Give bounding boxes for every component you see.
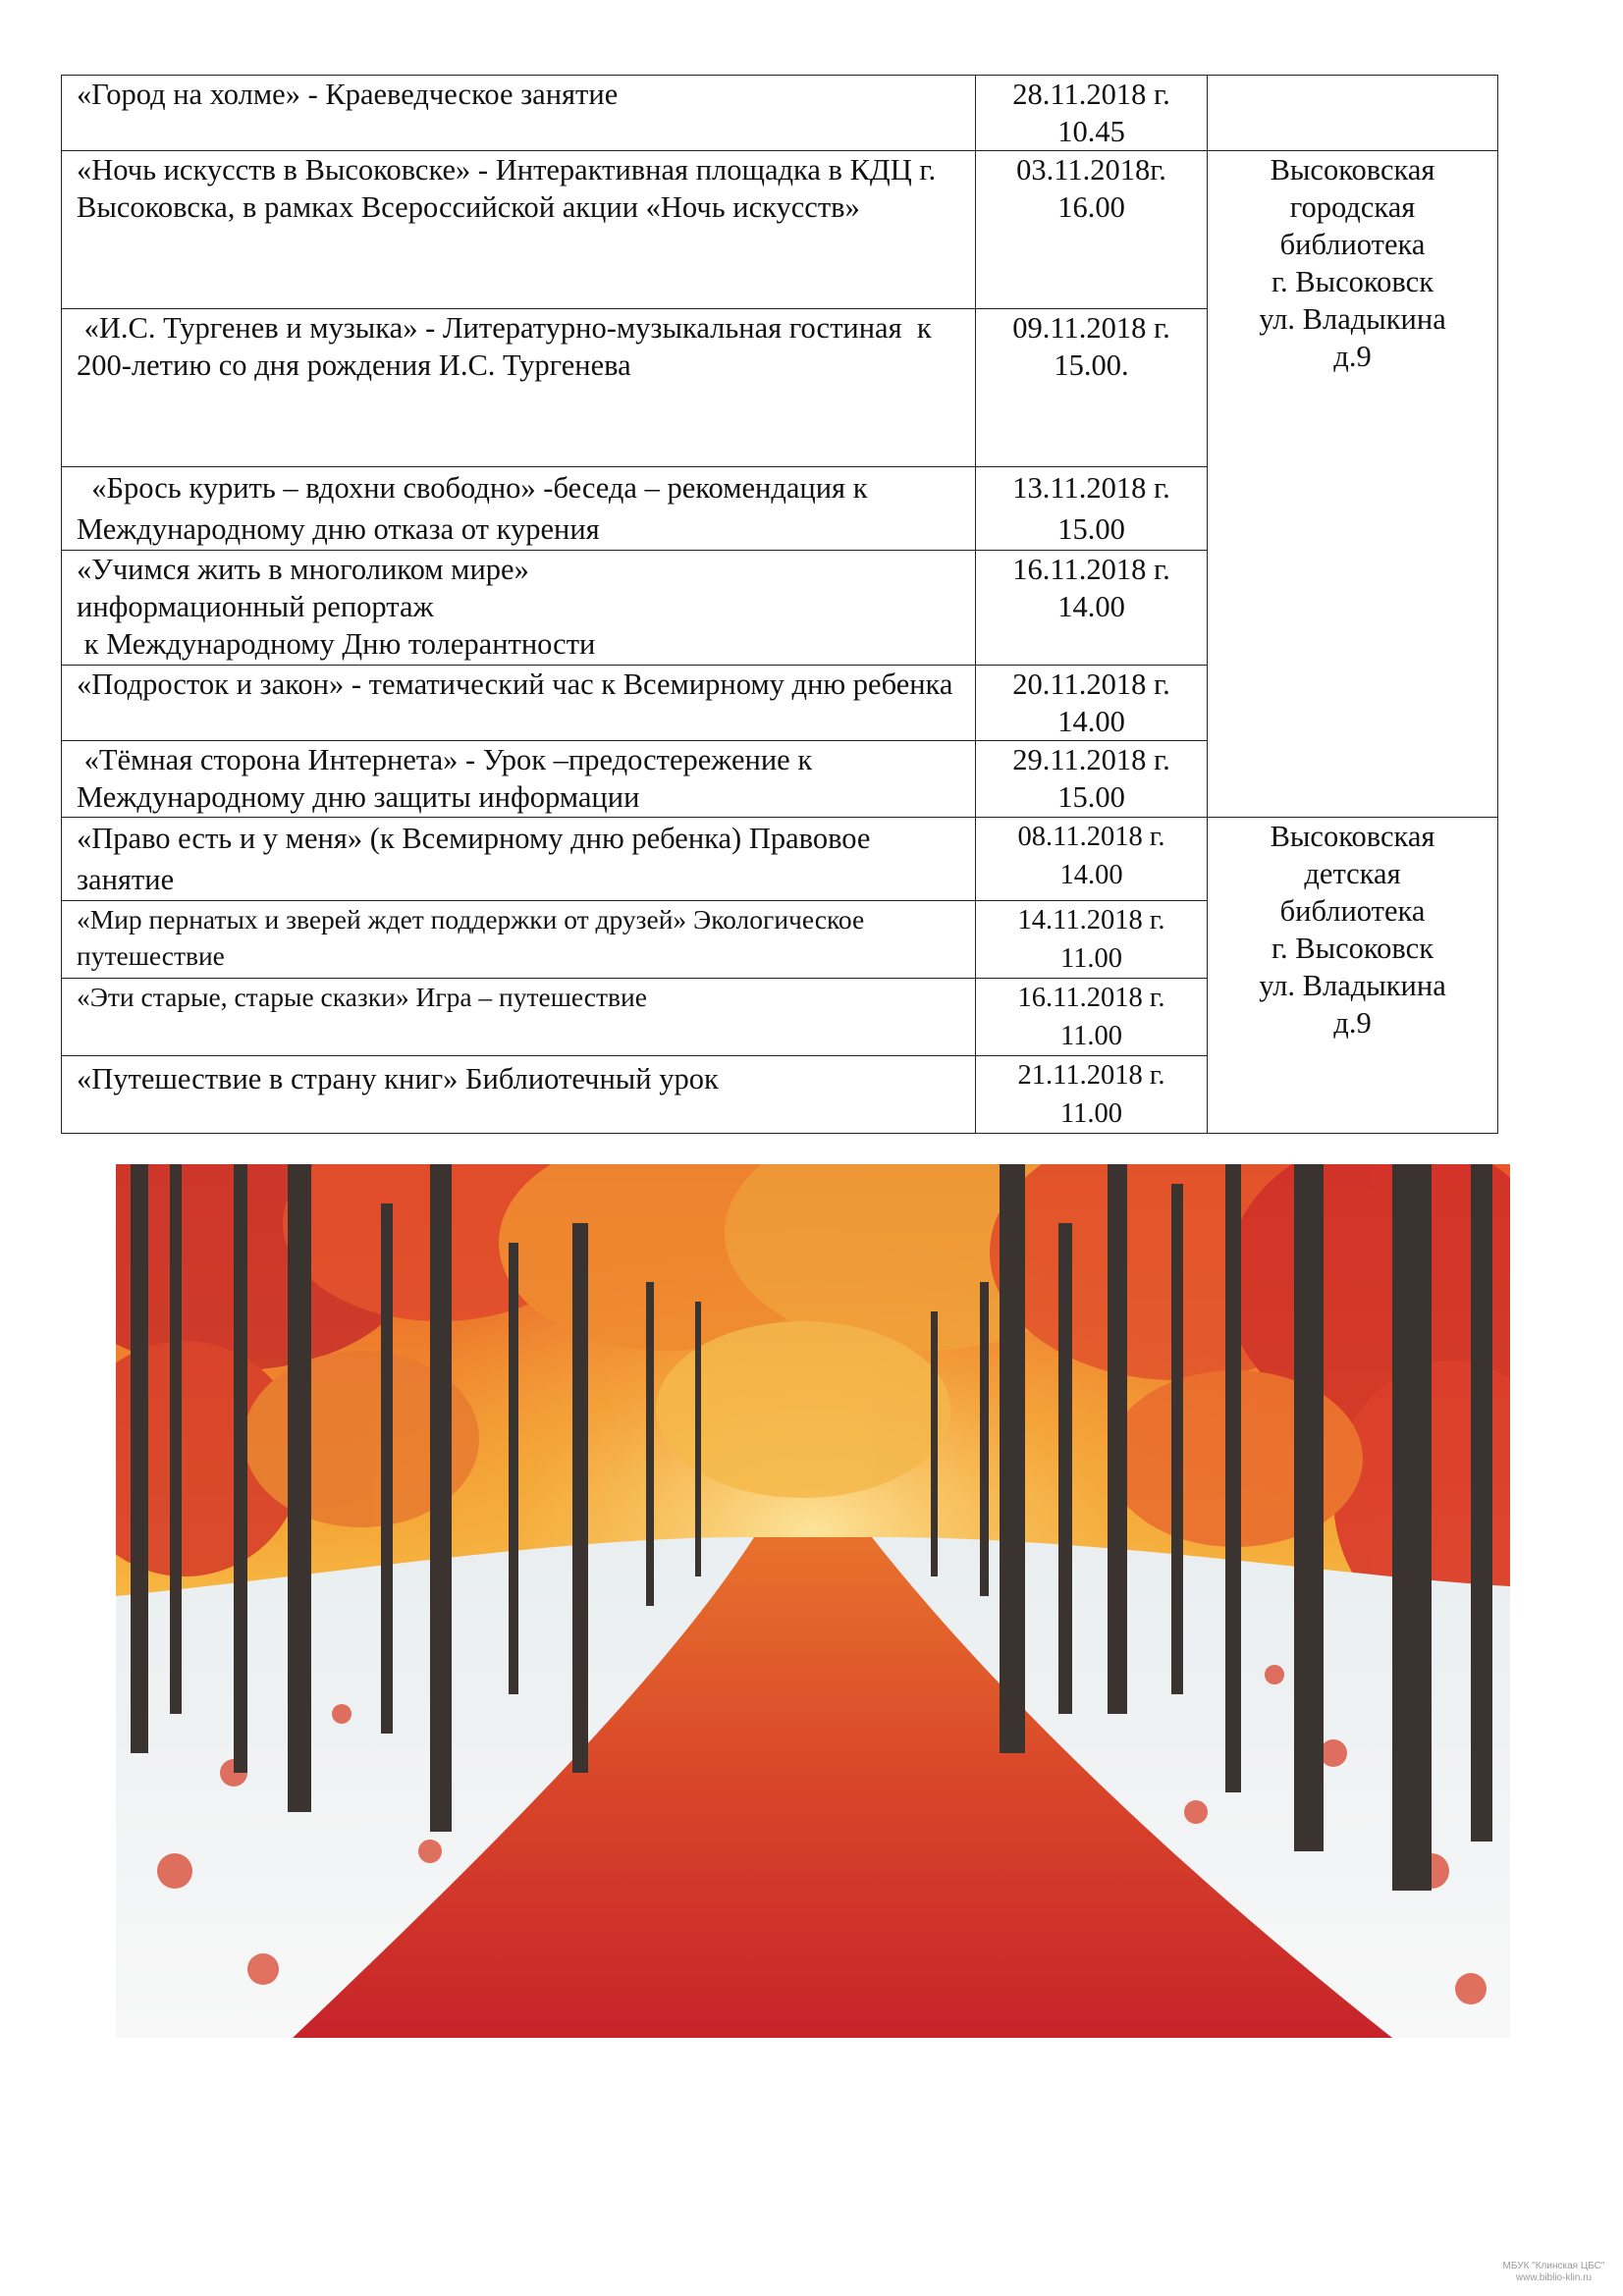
event-time: 14.00 bbox=[1057, 705, 1125, 738]
event-time: 10.45 bbox=[1057, 115, 1125, 148]
venue-children-library bbox=[1208, 818, 1498, 1134]
event-title: «Мир пернатых и зверей ждет поддержки от друзей» Экологическое путешествие bbox=[62, 901, 976, 979]
table-row bbox=[62, 76, 1498, 151]
event-datetime bbox=[976, 467, 1208, 551]
venue-line: детская bbox=[1304, 857, 1401, 890]
venue-line: Высоковская bbox=[1270, 153, 1435, 187]
event-date: 14.11.2018 г. bbox=[1017, 905, 1165, 935]
events-table bbox=[61, 75, 1498, 1134]
event-title-line: информационный репортаж bbox=[77, 590, 434, 623]
event-title: «Подросток и закон» - тематический час к Всемирному дню ребенка bbox=[62, 666, 976, 741]
event-time: 14.00 bbox=[1059, 860, 1123, 890]
event-title: «Путешествие в страну книг» Библиотечный урок bbox=[62, 1056, 976, 1134]
event-title: «Ночь искусств в Высоковске» - Интерактивная площадка в КДЦ г. Высоковска, в рамках Всероссийской акции «Ночь искусств» bbox=[62, 151, 976, 309]
venue-empty bbox=[1208, 76, 1498, 151]
venue-line: библиотека bbox=[1279, 228, 1426, 261]
event-title: «Город на холме» - Краеведческое занятие bbox=[62, 76, 976, 151]
event-datetime bbox=[976, 901, 1208, 979]
venue-line: г. Высоковск bbox=[1271, 932, 1434, 965]
event-date: 28.11.2018 г. bbox=[1012, 78, 1170, 111]
event-date: 20.11.2018 г. bbox=[1012, 667, 1170, 701]
event-time: 15.00 bbox=[1057, 512, 1125, 546]
event-datetime bbox=[976, 818, 1208, 901]
event-title: «Тёмная сторона Интернета» - Урок –предостережение к Международному дню защиты информации bbox=[62, 741, 976, 818]
event-title bbox=[62, 551, 976, 666]
event-time: 11.00 bbox=[1059, 1021, 1123, 1051]
venue-line: д.9 bbox=[1333, 340, 1372, 373]
table-row bbox=[62, 818, 1498, 901]
event-datetime bbox=[976, 979, 1208, 1056]
venue-line: ул. Владыкина bbox=[1259, 969, 1446, 1002]
venue-line: библиотека bbox=[1279, 894, 1426, 928]
event-date: 08.11.2018 г. bbox=[1017, 822, 1165, 852]
event-title: «И.С. Тургенев и музыка» - Литературно-музыкальная гостиная к 200-летию со дня рождения И.С. Тургенева bbox=[62, 309, 976, 467]
event-title: «Эти старые, старые сказки» Игра – путешествие bbox=[62, 979, 976, 1056]
event-date: 29.11.2018 г. bbox=[1012, 743, 1170, 776]
event-time: 15.00. bbox=[1054, 348, 1129, 382]
event-time: 16.00 bbox=[1057, 190, 1125, 224]
event-time: 14.00 bbox=[1057, 590, 1125, 623]
event-date: 16.11.2018 г. bbox=[1012, 553, 1170, 586]
footer-url: www.biblio-klin.ru bbox=[1515, 2272, 1593, 2283]
event-datetime bbox=[976, 151, 1208, 309]
event-date: 16.11.2018 г. bbox=[1017, 983, 1165, 1013]
event-datetime bbox=[976, 309, 1208, 467]
event-datetime bbox=[976, 1056, 1208, 1134]
event-time: 11.00 bbox=[1059, 943, 1123, 974]
event-date: 03.11.2018г. bbox=[1016, 153, 1166, 187]
venue-line: д.9 bbox=[1333, 1006, 1372, 1040]
autumn-forest-image bbox=[116, 1164, 1510, 2038]
event-datetime bbox=[976, 551, 1208, 666]
event-time: 11.00 bbox=[1059, 1098, 1123, 1129]
event-time: 15.00 bbox=[1057, 780, 1125, 814]
autumn-forest-photo bbox=[116, 1164, 1510, 2038]
table-row bbox=[62, 151, 1498, 309]
event-title: «Право есть и у меня» (к Всемирному дню ребенка) Правовое занятие bbox=[62, 818, 976, 901]
event-date: 13.11.2018 г. bbox=[1012, 471, 1170, 505]
footer-org: МБУК "Клинская ЦБС" bbox=[1502, 2261, 1605, 2271]
event-title: «Брось курить – вдохни свободно» -беседа – рекомендация к Международному дню отказа от курения bbox=[62, 467, 976, 551]
venue-city-library bbox=[1208, 151, 1498, 818]
event-datetime bbox=[976, 741, 1208, 818]
event-title-line: к Международному Дню толерантности bbox=[77, 627, 596, 661]
venue-line: ул. Владыкина bbox=[1259, 302, 1446, 336]
event-date: 21.11.2018 г. bbox=[1017, 1060, 1165, 1091]
venue-line: городская bbox=[1289, 190, 1416, 224]
event-date: 09.11.2018 г. bbox=[1012, 311, 1170, 345]
venue-line: г. Высоковск bbox=[1271, 265, 1434, 298]
footer-watermark bbox=[1492, 2261, 1615, 2284]
venue-line: Высоковская bbox=[1270, 820, 1435, 853]
event-title-line: «Учимся жить в многоликом мире» bbox=[77, 553, 529, 586]
event-datetime bbox=[976, 666, 1208, 741]
event-datetime bbox=[976, 76, 1208, 151]
